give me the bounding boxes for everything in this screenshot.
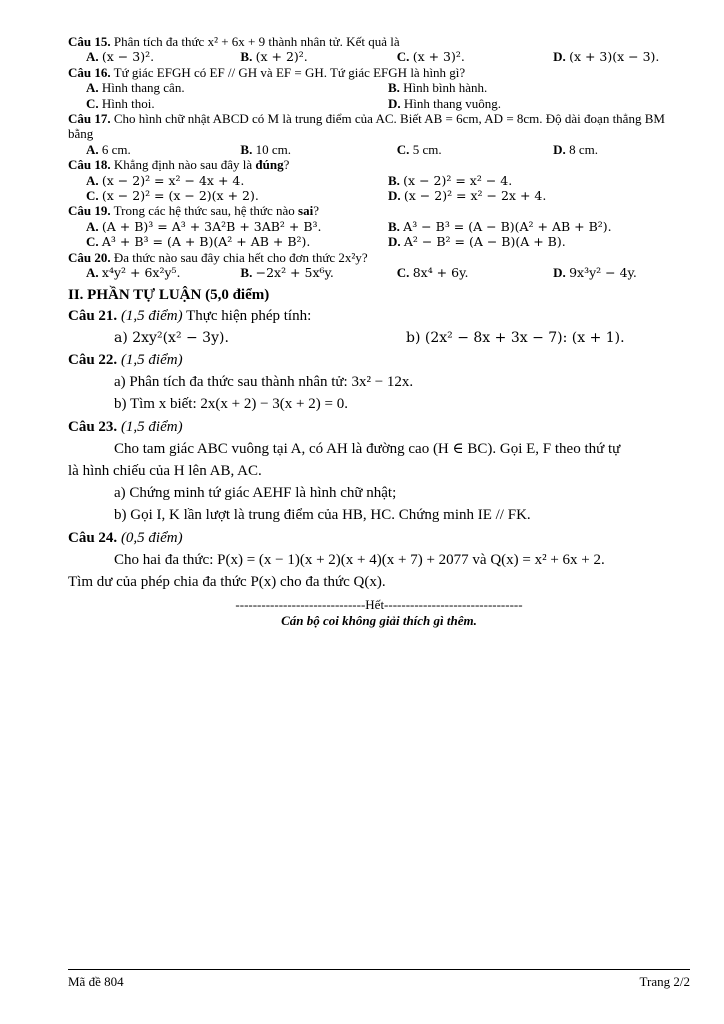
question-15: [68, 34, 690, 65]
option-a: A. (A + B)³ = A³ + 3A²B + 3AB² + B³.: [86, 218, 322, 234]
question-19: Câu 19. Trong các hệ thức sau, hệ thức nào sai? A. (A + B)³ = A³ + 3A²B + 3AB² + B³. B. A³ − B³ = (A − B)(A² + AB + B²). C. A³ + B³ = (A + B)(A² + AB + B²). D. A² − B² = (A − B)(A + B).: [68, 203, 690, 249]
question-number: Câu 20.: [68, 249, 111, 265]
option-a: A. x⁴y² + 6x²y⁵.: [86, 265, 181, 281]
page-number: Trang 2/2: [639, 974, 690, 989]
option-a: A. (x − 3)².: [86, 49, 155, 65]
option-c: C. Hình thoi.: [86, 95, 155, 111]
question-18: Câu 18. Khẳng định nào sau đây là đúng? A. (x − 2)² = x² − 4x + 4. B. (x − 2)² = x² − 4. C. (x − 2)² = (x − 2)(x + 2). D. (x − 2)² = x² − 2x + 4.: [68, 157, 690, 203]
section-heading: II. PHẦN TỰ LUẬN (5,0 điểm): [68, 286, 270, 303]
question-24: Câu 24. (0,5 điểm) Cho hai đa thức: P(x) = (x − 1)(x + 2)(x + 4)(x + 7) + 2077 và Q(x) = x² + 6x + 2. Tìm dư của phép chia đa thức P(x) cho đa thức Q(x).: [68, 529, 605, 590]
option-c: C. 8x⁴ + 6y.: [396, 265, 469, 281]
option-d: D. 8 cm.: [553, 141, 598, 157]
option-d: D. (x − 2)² = x² − 2x + 4.: [388, 188, 547, 204]
page-footer: [68, 969, 690, 990]
option-d: D. A² − B² = (A − B)(A + B).: [388, 234, 566, 250]
option-b: B. 10 cm.: [240, 141, 291, 157]
option-b: B. A³ − B³ = (A − B)(A² + AB + B²).: [388, 218, 612, 234]
end-marker: ------------------------------Hết--------------------------------: [235, 597, 523, 613]
question-number: Câu 19.: [68, 203, 111, 219]
question-number: Câu 17.: [68, 111, 111, 127]
question-number: Câu 16.: [68, 64, 111, 80]
option-a: A. (x − 2)² = x² − 4x + 4.: [86, 172, 245, 188]
part-a: a) 2xy²(x² − 3y).: [114, 329, 229, 346]
question-text: Tứ giác EFGH có EF // GH và EF = GH. Tứ giác EFGH là hình gì?: [113, 64, 466, 80]
question-text: Khẳng định nào sau đây là: [113, 157, 256, 173]
question-number: Câu 15.: [68, 34, 111, 49]
question-20: [68, 250, 690, 281]
part-a: a) Phân tích đa thức sau thành nhân tử: 3x² − 12x.: [114, 374, 414, 391]
part-b: b) Gọi I, K lần lượt là trung điểm của HB, HC. Chứng minh IE // FK.: [114, 507, 531, 524]
option-a: A. 6 cm.: [86, 141, 131, 157]
exam-page: [68, 34, 690, 629]
part-a: a) Chứng minh tứ giác AEHF là hình chữ nhật;: [114, 485, 397, 502]
option-b: B. Hình bình hành.: [388, 80, 488, 96]
question-22: Câu 22. (1,5 điểm) a) Phân tích đa thức sau thành nhân tử: 3x² − 12x. b) Tìm x biết: 2x(x + 2) − 3(x + 2) = 0.: [68, 349, 690, 416]
question-23: Câu 23. (1,5 điểm) Cho tam giác ABC vuông tại A, có AH là đường cao (H ∈ BC). Gọi E, F theo thứ tự là hình chiếu của H lên AB, AC. a) Chứng minh tứ giác AEHF là hình chữ nhật; b) Gọi I, K lần lượt là trung điểm của HB, HC. Chứng minh IE // FK.: [68, 416, 690, 527]
exam-code: Mã đề 804: [68, 974, 124, 989]
option-d: D. Hình thang vuông.: [388, 95, 502, 111]
proctor-note: Cán bộ coi không giải thích gì thêm.: [281, 613, 477, 629]
option-b: B. −2x² + 5x⁶y.: [240, 265, 334, 281]
option-c: C. (x + 3)².: [396, 49, 465, 65]
option-a: A. Hình thang cân.: [86, 80, 185, 96]
multiple-choice-section: [68, 34, 690, 281]
part-b: b) (2x² − 8x + 3x − 7): (x + 1).: [406, 329, 625, 346]
option-b: B. (x − 2)² = x² − 4.: [388, 172, 513, 188]
question-text: Phân tích đa thức x² + 6x + 9 thành nhân tử. Kết quả là: [113, 34, 400, 49]
option-b: B. (x + 2)².: [240, 49, 308, 65]
option-c: C. 5 cm.: [396, 141, 442, 157]
question-text: Cho hình chữ nhật ABCD có M là trung điểm của AC. Biết AB = 6cm, AD = 8cm. Độ dài đoạn thẳng BM bằng: [68, 111, 665, 142]
option-c: C. A³ + B³ = (A + B)(A² + AB + B²).: [86, 234, 311, 250]
option-c: C. (x − 2)² = (x − 2)(x + 2).: [86, 188, 259, 204]
question-21: Câu 21. (1,5 điểm) Thực hiện phép tính: a) 2xy²(x² − 3y). b) (2x² − 8x + 3x − 7): (x + 1).: [68, 305, 690, 349]
question-number: Câu 18.: [68, 157, 111, 173]
part-b: b) Tìm x biết: 2x(x + 2) − 3(x + 2) = 0.: [114, 396, 348, 413]
question-text: Đa thức nào sau đây chia hết cho đơn thức 2x²y?: [113, 249, 368, 265]
essay-section: [68, 305, 690, 594]
question-16: [68, 65, 690, 111]
question-text: Trong các hệ thức sau, hệ thức nào: [113, 203, 299, 219]
option-d: D. 9x³y² − 4y.: [553, 265, 637, 281]
option-d: D. (x + 3)(x − 3).: [553, 49, 660, 65]
question-17: [68, 111, 690, 157]
